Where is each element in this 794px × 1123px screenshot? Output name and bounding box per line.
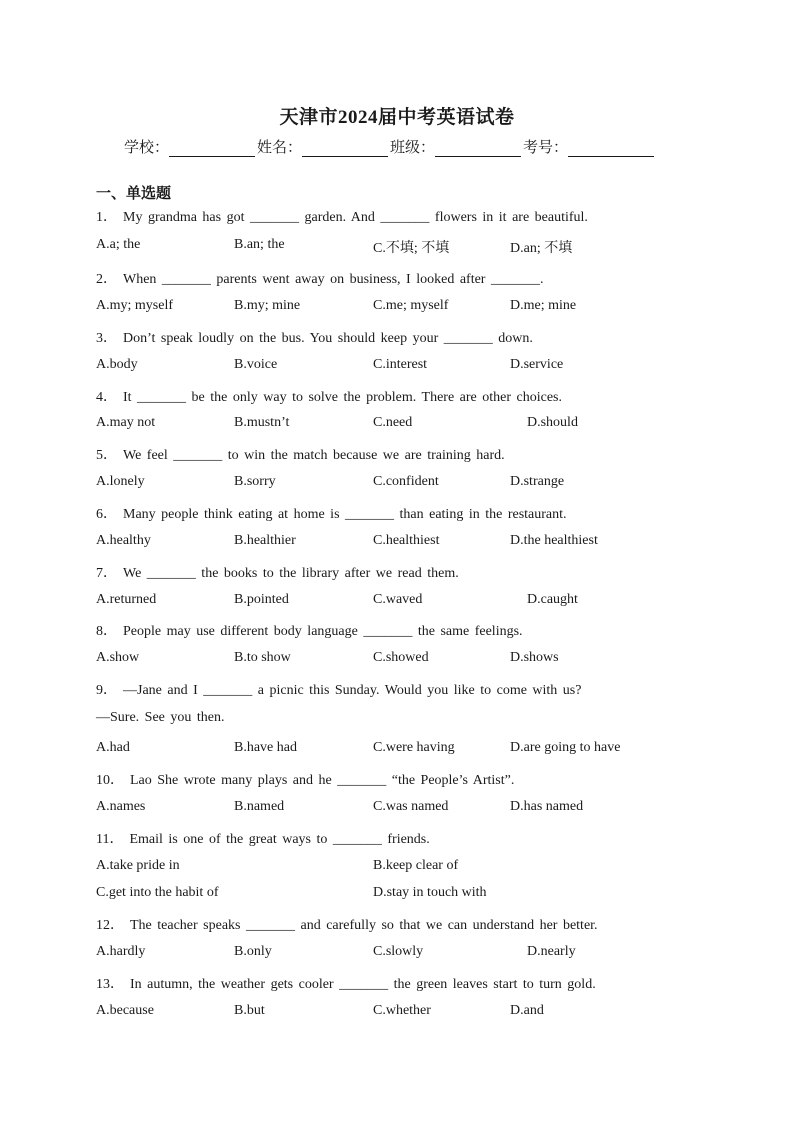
option-b: B.have had — [234, 740, 297, 755]
question-number: 7． — [96, 566, 117, 581]
question-text: People may use different body language _______ the same feelings. — [123, 624, 523, 639]
option-a: A.hardly — [96, 944, 146, 959]
question-2 — [96, 268, 543, 288]
options-8 — [96, 650, 716, 670]
school-label: 学校： — [124, 138, 170, 156]
option-d: D.an; 不填 — [510, 241, 573, 256]
option-b: B.sorry — [234, 474, 276, 489]
name-blank — [302, 142, 388, 157]
options-13 — [96, 1003, 716, 1023]
question-text: It _______ be the only way to solve the problem. There are other choices. — [123, 390, 563, 405]
option-d: D.me; mine — [510, 298, 577, 313]
option-a: A.because — [96, 1003, 154, 1018]
option-b: B.named — [234, 799, 285, 814]
option-c: C.不填; 不填 — [373, 241, 450, 256]
question-5 — [96, 444, 505, 464]
question-text: We _______ the books to the library after we read them. — [123, 566, 459, 581]
option-d: D.are going to have — [510, 740, 621, 755]
option-d: D.service — [510, 357, 564, 372]
question-9-reply: —Sure. See you then. — [96, 710, 225, 725]
options-1 — [96, 237, 716, 257]
option-c: C.interest — [373, 357, 428, 372]
options-6 — [96, 533, 716, 553]
question-7 — [96, 562, 459, 582]
question-number: 10． — [96, 773, 124, 788]
option-a: A.returned — [96, 592, 157, 607]
question-6 — [96, 503, 567, 523]
option-c: C.get into the habit of — [96, 885, 219, 900]
student-info-line — [124, 136, 656, 157]
option-d: D.strange — [510, 474, 565, 489]
option-a: A.my; myself — [96, 298, 173, 313]
question-text: When _______ parents went away on business, I looked after _______. — [123, 272, 544, 287]
option-d: D.nearly — [527, 944, 576, 959]
option-a: A.may not — [96, 415, 156, 430]
question-number: 2． — [96, 272, 117, 287]
option-a: A.a; the — [96, 237, 141, 252]
question-12 — [96, 914, 598, 934]
question-number: 1． — [96, 210, 117, 225]
option-a: A.had — [96, 740, 130, 755]
option-d: D.caught — [527, 592, 578, 607]
question-3 — [96, 327, 533, 347]
question-number: 8． — [96, 624, 117, 639]
options-3 — [96, 357, 716, 377]
option-b: B.to show — [234, 650, 291, 665]
option-b: B.but — [234, 1003, 265, 1018]
number-blank — [568, 142, 654, 157]
option-a: A.healthy — [96, 533, 151, 548]
option-d: D.stay in touch with — [373, 885, 487, 900]
option-a: A.show — [96, 650, 140, 665]
question-13 — [96, 973, 596, 993]
question-number: 13． — [96, 977, 124, 992]
question-text: My grandma has got _______ garden. And _______ flowers in it are beautiful. — [123, 210, 588, 225]
option-c: C.slowly — [373, 944, 424, 959]
class-blank — [435, 142, 521, 157]
option-d: D.should — [527, 415, 578, 430]
section-heading: 一、单选题 — [96, 184, 172, 202]
options-7 — [96, 592, 716, 612]
question-number: 9． — [96, 683, 117, 698]
option-b: B.keep clear of — [373, 858, 459, 873]
option-c: C.confident — [373, 474, 439, 489]
exam-title: 天津市2024届中考英语试卷 — [279, 107, 515, 128]
option-b: B.only — [234, 944, 272, 959]
option-d: D.has named — [510, 799, 584, 814]
question-text: Lao She wrote many plays and he _______ “the People’s Artist”. — [130, 773, 515, 788]
options-9 — [96, 740, 716, 760]
question-10 — [96, 769, 514, 789]
option-c: C.whether — [373, 1003, 431, 1018]
option-c: C.need — [373, 415, 413, 430]
option-c: C.healthiest — [373, 533, 440, 548]
options-10 — [96, 799, 716, 819]
option-d: D.shows — [510, 650, 559, 665]
question-1 — [96, 206, 588, 226]
options-2 — [96, 298, 716, 318]
question-11 — [96, 828, 430, 848]
name-label: 姓名： — [257, 138, 303, 156]
question-text: Don’t speak loudly on the bus. You should keep your _______ down. — [123, 331, 533, 346]
question-text: Email is one of the great ways to _______ friends. — [129, 832, 430, 847]
option-c: C.waved — [373, 592, 423, 607]
school-blank — [169, 142, 255, 157]
option-b: B.voice — [234, 357, 278, 372]
options-5 — [96, 474, 716, 494]
option-a: A.lonely — [96, 474, 145, 489]
option-b: B.pointed — [234, 592, 289, 607]
options-4 — [96, 415, 716, 435]
number-label: 考号： — [523, 138, 569, 156]
option-a: A.names — [96, 799, 146, 814]
question-number: 5． — [96, 448, 117, 463]
class-label: 班级： — [390, 138, 436, 156]
question-text: In autumn, the weather gets cooler _______ the green leaves start to turn gold. — [130, 977, 596, 992]
option-c: C.was named — [373, 799, 449, 814]
option-d: D.the healthiest — [510, 533, 598, 548]
question-8 — [96, 620, 523, 640]
option-a: A.body — [96, 357, 138, 372]
question-number: 4． — [96, 390, 117, 405]
question-text: Many people think eating at home is _______ than eating in the restaurant. — [123, 507, 567, 522]
question-9 — [96, 679, 581, 699]
question-text: The teacher speaks _______ and carefully so that we can understand her better. — [130, 918, 598, 933]
options-12 — [96, 944, 716, 964]
option-b: B.my; mine — [234, 298, 301, 313]
question-4 — [96, 386, 562, 406]
options-11-row2 — [96, 885, 716, 905]
option-b: B.healthier — [234, 533, 296, 548]
option-c: C.me; myself — [373, 298, 449, 313]
option-c: C.showed — [373, 650, 429, 665]
question-number: 11． — [96, 832, 124, 847]
option-b: B.an; the — [234, 237, 285, 252]
option-c: C.were having — [373, 740, 455, 755]
option-d: D.and — [510, 1003, 544, 1018]
question-text: —Jane and I _______ a picnic this Sunday. Would you like to come with us? — [123, 683, 582, 698]
options-11-row1 — [96, 858, 716, 878]
question-number: 3． — [96, 331, 117, 346]
option-a: A.take pride in — [96, 858, 180, 873]
question-text: We feel _______ to win the match because we are training hard. — [123, 448, 505, 463]
question-number: 12． — [96, 918, 124, 933]
option-b: B.mustn’t — [234, 415, 290, 430]
question-number: 6． — [96, 507, 117, 522]
